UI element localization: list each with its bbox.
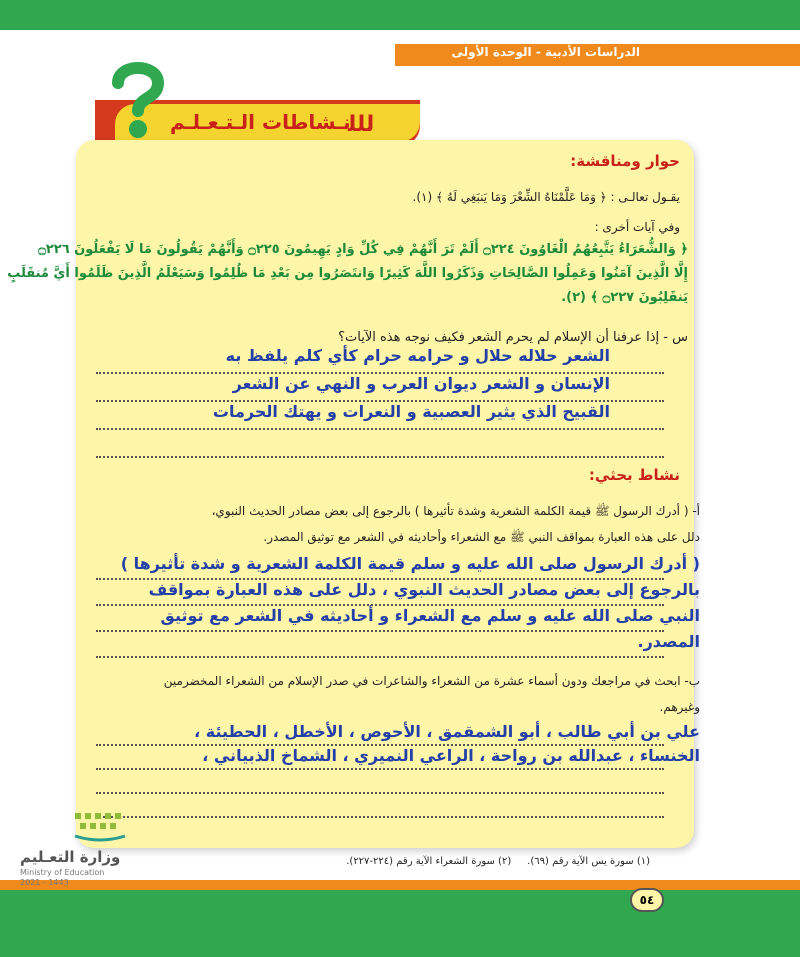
research-a-line-2: دلل على هذه العبارة بمواقف النبي ﷺ مع الشعراء وأحاديثه في الشعر مع توثيق المصدر. [263,530,700,544]
answer-dotted-line [96,816,664,818]
ministry-year: 2021 - 1443 [20,878,69,887]
answer-line-1: الشعر حلاله حلال و حرامه حرام كأي كلم يلفظ به [225,346,610,365]
quran-line-3: يَنقَلِبُونَ ۝٢٢٧ ﴾ (٢). [561,290,688,305]
answer-dotted-line [96,656,664,658]
quran-line-2: إِلَّا الَّذِينَ آمَنُوا وَعَمِلُوا الصَّالِحَاتِ وَذَكَرُوا اللَّهَ كَثِيرًا وَانتَصَرُوا مِن بَعْدِ مَا ظُلِمُوا وَسَيَعْلَمُ الَّذِينَ ظَلَمُوا أَيَّ مُنقَلَبٍ [7,266,688,281]
answer-dotted-line [96,428,664,430]
research-a-answer-2: بالرجوع إلى بعض مصادر الحديث النبوي ، دلل على هذه العبارة بمواقف [148,580,700,599]
activities-title: نـشاطات الـتـعـلـم [170,110,351,134]
bottom-green-band [0,880,800,957]
ministry-logo-icon [70,808,130,843]
bottom-orange-band [0,880,800,890]
answer-dotted-line [96,456,664,458]
top-divider [0,30,800,36]
research-b-line-1: ب- ابحث في مراجعك ودون أسماء عشرة من الشعراء والشاعرات في صدر الإسلام من الشعراء المخضرمين [163,674,700,688]
answer-dotted-line [96,768,664,770]
question-mark-icon [108,55,168,145]
research-a-line-1: أ- ( أدرك الرسول ﷺ قيمة الكلمة الشعرية وشدة تأثيرها ) بالرجوع إلى بعض مصادر الحديث النبوي، [211,504,700,518]
ministry-name-en: Ministry of Education [20,868,105,877]
answer-dotted-line [96,792,664,794]
verse-intro: يقـول تعالـى : ﴿ وَمَا عَلَّمْنَاهُ الشِّعْرَ وَمَا يَنبَغِي لَهُ ﴾ (١). [412,190,680,204]
research-b-line-2: وغيرهم. [659,700,700,714]
footnotes [320,856,650,867]
unit-title: الدراسات الأدبية - الوحدة الأولى [451,45,640,59]
answer-line-3: القبيح الذي يثير العصبية و النعرات و يهتك الحرمات [212,402,610,421]
research-b-answer-1: علي بن أبي طالب ، أبو الشمقمق ، الأحوص ، الأخطل ، الحطيئة ، [194,722,700,741]
ministry-name: وزارة التعـليم [20,848,121,866]
top-green-band [0,0,800,30]
answer-line-2: الإنسان و الشعر ديوان العرب و النهي عن الشعر [232,374,610,393]
research-a-answer-1: ( أدرك الرسول صلى الله عليه و سلم قيمة الكلمة الشعرية و شدة تأثيرها ) [120,554,700,573]
question-text: س - إذا عرفنا أن الإسلام لم يحرم الشعر فكيف نوجه هذه الآيات؟ [338,330,688,345]
answer-dotted-line [96,630,664,632]
footnote-1: (١) سورة يس الآية رقم (٦٩). [527,856,650,867]
other-verses-label: وفي آيات أخرى : [594,220,680,234]
footnote-2: (٢) سورة الشعراء الآية رقم (٢٢٤-٢٢٧). [346,856,512,867]
page-number: ٥٤ [630,888,664,912]
research-a-answer-4: المصدر. [637,632,700,651]
banner-marks: ﻟﻠﻠ [348,112,375,137]
research-a-answer-3: النبي صلى الله عليه و سلم مع الشعراء و أحاديثه في الشعر مع توثيق [160,606,700,625]
research-b-answer-2: الخنساء ، عبدالله بن رواحة ، الراعي النميري ، الشماخ الذبياني ، [202,746,700,765]
research-heading: نشاط بحثي: [588,466,680,484]
discussion-heading: حوار ومناقشة: [570,152,680,170]
quran-line-1: ﴿ وَالشُّعَرَاءُ يَتَّبِعُهُمُ الْغَاوُونَ ۝٢٢٤ أَلَمْ تَرَ أَنَّهُمْ فِي كُلِّ وَادٍ يَهِيمُونَ ۝٢٢٥ وَأَنَّهُمْ يَقُولُونَ مَا لَا يَفْعَلُونَ ۝٢٢٦ [38,242,688,257]
